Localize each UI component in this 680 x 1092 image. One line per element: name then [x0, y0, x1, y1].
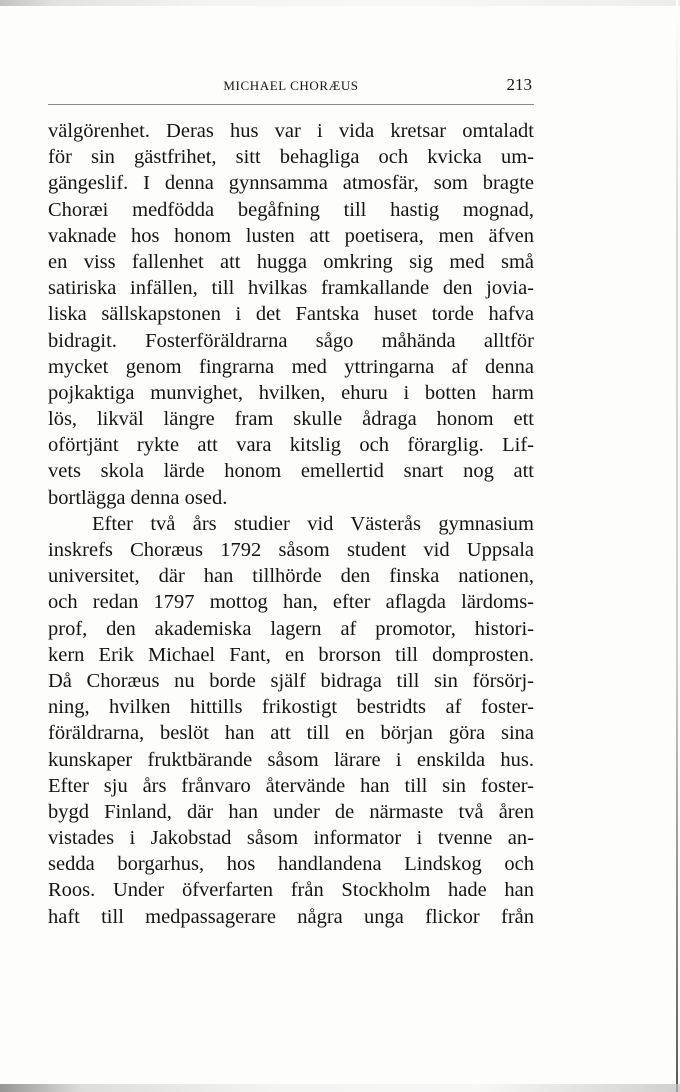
text-line: prof, den akademiska lagern af promotor, histori-	[48, 617, 534, 640]
scan-edge-bottom	[0, 1084, 680, 1092]
text-line: inskrefs Choræus 1792 såsom student vid Uppsala	[48, 539, 534, 561]
text-line: ning, hvilken hittills frikostigt bestridts af foster-	[48, 696, 534, 719]
scan-edge-top	[0, 0, 680, 6]
body-text	[48, 118, 534, 930]
text-line: vistades i Jakobstad såsom informator i tvenne an-	[48, 827, 534, 850]
text-line: haft till medpassagerare några unga flickor från	[48, 905, 534, 928]
scan-edge-right	[676, 0, 678, 1092]
text-line: Efter sju års frånvaro återvände han till sin foster-	[48, 774, 534, 797]
text-line: Choræi medfödda begåfning till hastig mognad,	[48, 198, 534, 221]
text-line: Roos. Under öfverfarten från Stockholm hade han	[48, 879, 534, 902]
text-line: välgörenhet. Deras hus var i vida kretsar omtaladt	[48, 120, 534, 142]
text-line: för sin gästfrihet, sitt behagliga och kvicka um-	[48, 146, 534, 169]
text-line: och redan 1797 mottog han, efter aflagda lärdoms-	[48, 591, 534, 614]
text-line: liska sällskapstonen i det Fantska huset torde hafva	[48, 303, 534, 326]
text-line: satiriska infällen, till hvilkas framkallande den jovia-	[48, 277, 534, 300]
text-line: kern Erik Michael Fant, en brorson till domprosten.	[48, 643, 534, 666]
text-line: oförtjänt rykte att vara kitslig och förarglig. Lif-	[48, 434, 534, 457]
text-line: bygd Finland, där han under de närmaste två åren	[48, 800, 534, 823]
text-line: Efter två års studier vid Västerås gymnasium	[92, 512, 534, 535]
text-line: pojkaktiga munvighet, hvilken, ehuru i botten harm	[48, 381, 534, 404]
text-line: sedda borgarhus, hos handlandena Lindskog och	[48, 853, 534, 876]
page-header	[48, 74, 534, 100]
header-rule	[48, 104, 534, 105]
text-line: föräldrarna, beslöt han att till en början göra sina	[48, 722, 534, 745]
text-line: vaknade hos honom lusten att poetisera, men äfven	[48, 224, 534, 247]
page-number: 213	[506, 75, 532, 94]
text-line: universitet, där han tillhörde den finska nationen,	[48, 565, 534, 588]
text-line: bortlägga denna osed.	[48, 486, 228, 509]
text-line: en viss fallenhet att hugga omkring sig med små	[48, 250, 534, 273]
text-line: vets skola lärde honom emellertid snart nog att	[48, 460, 534, 483]
text-line: lös, likväl längre fram skulle ådraga honom ett	[48, 408, 534, 431]
running-head: MICHAEL CHORÆUS	[223, 78, 359, 93]
text-line: bidragit. Fosterföräldrarna sågo måhända alltför	[48, 329, 534, 352]
text-line: gängeslif. I denna gynnsamma atmosfär, som bragte	[48, 172, 534, 195]
text-line: Då Choræus nu borde själf bidraga till sin försörj-	[48, 669, 534, 692]
text-line: kunskaper fruktbärande såsom lärare i enskilda hus.	[48, 748, 534, 771]
text-line: mycket genom fingrarna med yttringarna af denna	[48, 355, 534, 378]
